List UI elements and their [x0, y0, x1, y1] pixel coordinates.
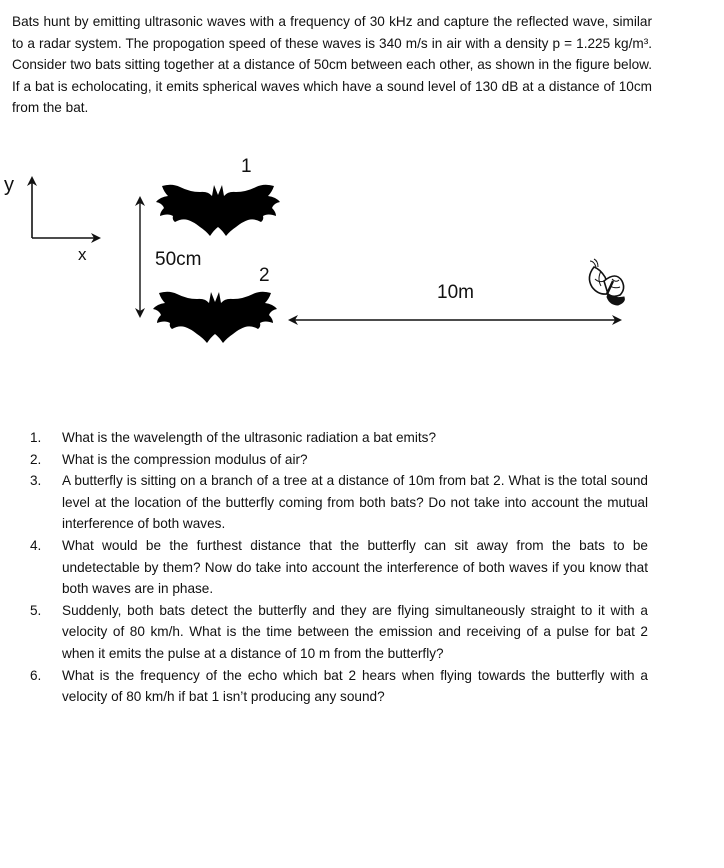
question-text: What is the wavelength of the ultrasonic radiation a bat emits?	[62, 430, 437, 445]
bat-2-icon	[153, 292, 277, 343]
intro-line: dB at a distance of 10cm from the bat.	[12, 78, 652, 115]
intro-line: 1.225 kg/m³. Consider two bats sitting together at a distance of 50cm between each other, as shown	[12, 35, 652, 72]
y-axis-label: y	[4, 174, 14, 196]
figure-drawing	[0, 150, 724, 350]
question-number: 5.	[30, 602, 42, 618]
intro-line: in the figure below. If a bat is echolocating, it emits spherical waves which have a sound level of 130	[12, 57, 653, 94]
bat-figure	[0, 150, 724, 350]
bat-1-icon	[156, 185, 280, 236]
intro-line: similar to a radar system. The propogation speed of these waves is 340 m/s in air with a density p =	[12, 14, 653, 51]
butterfly-icon	[589, 259, 624, 305]
question-item	[28, 427, 648, 449]
question-item	[28, 665, 648, 708]
x-axis-label: x	[78, 245, 87, 264]
question-number: 3.	[30, 473, 42, 489]
question-item	[28, 449, 648, 471]
question-text: A butterfly is sitting on a branch of a tree at a distance of 10m from bat 2. What is the total sound level at the location of the butterfly coming from both bats? Do not take into account the mutual interference of both waves.	[62, 473, 648, 532]
problem-intro	[12, 11, 652, 119]
question-text: What would be the furthest distance that the butterfly can sit away from the bats to be undetectable by them? Now do take into account the interference of both waves if you know that both waves are in phase.	[62, 537, 648, 597]
distance-label: 10m	[437, 282, 474, 303]
axes-icon	[32, 178, 99, 238]
intro-line: Bats hunt by emitting ultrasonic waves with a frequency of 30 kHz and capture the reflected wave,	[12, 14, 609, 29]
question-text: What is the compression modulus of air?	[62, 451, 308, 467]
bat-2-label: 2	[259, 265, 270, 286]
question-item	[28, 535, 648, 600]
question-number: 6.	[30, 667, 42, 683]
question-number: 2.	[30, 451, 42, 467]
question-item	[28, 470, 648, 535]
question-text: What is the frequency of the echo which bat 2 hears when flying towards the butterfly with a velocity of 80 km/h if bat 1 isn’t producing any sound?	[62, 667, 648, 705]
question-number: 1.	[30, 430, 42, 445]
question-item	[28, 600, 648, 665]
bat-1-label: 1	[241, 156, 252, 177]
separation-label: 50cm	[155, 249, 202, 270]
question-number: 4.	[30, 537, 42, 553]
question-list	[28, 427, 648, 708]
question-text: Suddenly, both bats detect the butterfly and they are flying simultaneously straight to it with a velocity of 80 km/h. What is the time between the emission and receiving of a pulse for bat 2 when it emits the pulse at a distance of 10 m from the butterfly?	[62, 602, 648, 661]
